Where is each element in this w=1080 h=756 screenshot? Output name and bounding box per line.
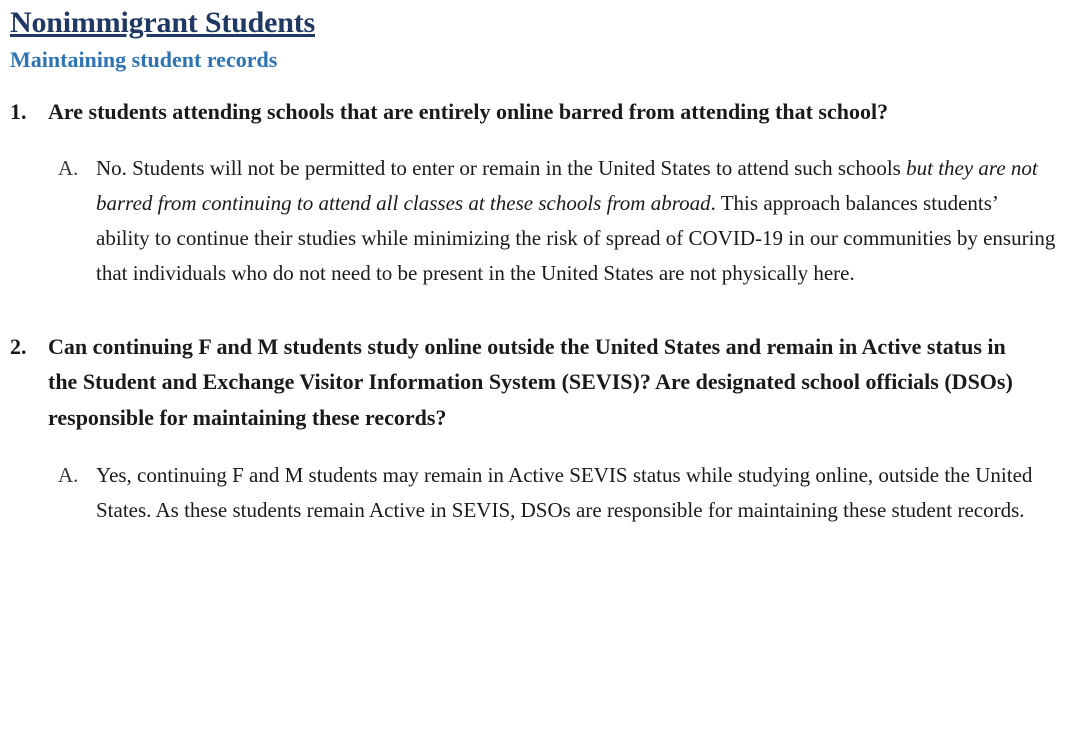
- question-text: Are students attending schools that are entirely online barred from attending that school?: [48, 98, 889, 124]
- answer-row: [10, 151, 1056, 290]
- question-text: Can continuing F and M students study online outside the United States and remain in Active status in the Student and Exchange Visitor Information System (SEVIS)? Are designated school officials (DSOs) responsible for maintaining these records?: [48, 333, 1013, 431]
- qa-item-1: [10, 94, 1056, 291]
- answer-row: [10, 458, 1056, 528]
- question-number: 1.: [10, 98, 27, 124]
- answer-text-part1: No. Students will not be permitted to enter or remain in the United States to attend such schools: [96, 156, 907, 181]
- question-row: [10, 94, 1056, 130]
- answer-letter: A.: [58, 156, 79, 181]
- qa-item-2: [10, 329, 1056, 528]
- question-number: 2.: [10, 333, 27, 359]
- answer-text-part2: . This approach balances students’ ability to continue their studies while minimizing the risk of spread of COVID-19 in our communities by ensuring that individuals who do not need to be present in the United States are not physically here.: [96, 191, 1056, 285]
- page-subtitle: Maintaining student records: [10, 46, 278, 72]
- answer-text: [96, 151, 1056, 290]
- answer-letter: A.: [58, 462, 79, 487]
- answer-text-emphasis: but they are not barred from continuing to attend all classes at these schools from abroad: [96, 156, 1038, 216]
- answer-text-part1: Yes, continuing F and M students may remain in Active SEVIS status while studying online, outside the United States. As these students remain Active in SEVIS, DSOs are responsible for maintaining these student records.: [96, 462, 1033, 522]
- question-row: [10, 329, 1056, 436]
- page-title: Nonimmigrant Students: [10, 6, 315, 39]
- answer-text: [96, 458, 1056, 528]
